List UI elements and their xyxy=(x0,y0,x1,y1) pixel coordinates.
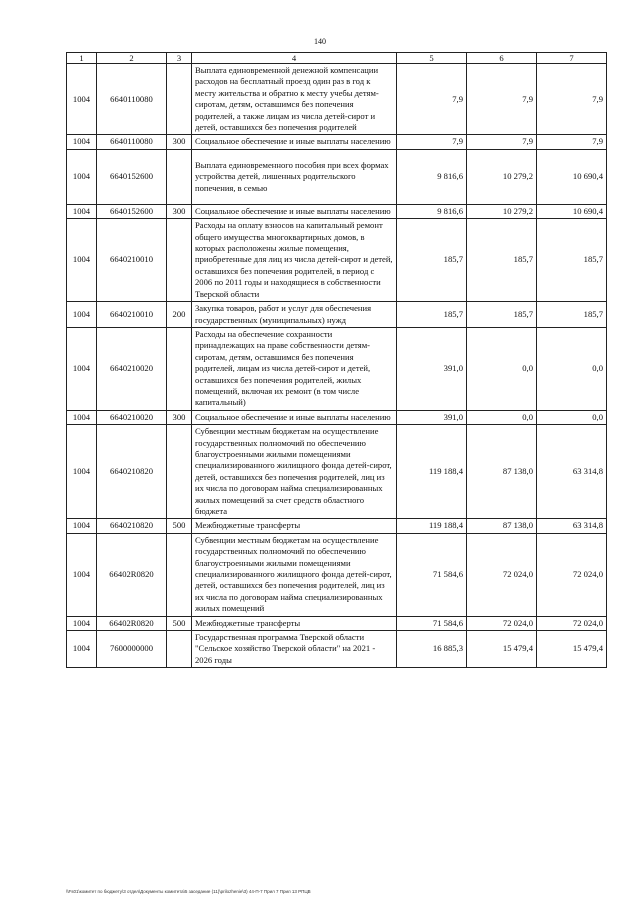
page-number: 140 xyxy=(314,37,326,46)
amount-2021-cell: 185,7 xyxy=(397,302,467,328)
target-code-cell: 6640210820 xyxy=(97,519,167,533)
table-row xyxy=(67,204,607,218)
section-cell: 1004 xyxy=(67,616,97,630)
expense-type-cell xyxy=(167,219,192,302)
amount-2022-cell: 72 024,0 xyxy=(467,533,537,616)
target-code-cell: 6640210020 xyxy=(97,410,167,424)
expense-type-cell: 200 xyxy=(167,302,192,328)
amount-2021-cell: 7,9 xyxy=(397,64,467,135)
amount-2022-cell: 185,7 xyxy=(467,219,537,302)
name-cell: Межбюджетные трансферты xyxy=(192,519,397,533)
expense-type-cell xyxy=(167,149,192,204)
name-cell: Межбюджетные трансферты xyxy=(192,616,397,630)
amount-2022-cell: 15 479,4 xyxy=(467,631,537,668)
header-col-3: 3 xyxy=(167,53,192,64)
table-row xyxy=(67,302,607,328)
header-col-5: 5 xyxy=(397,53,467,64)
name-cell: Выплата единовременной денежной компенсации расходов на бесплатный проезд один раз в год к месту жительства и обратно к месту учебы детям-сиротам, детям, оставшимся без попечения родителей, а также лицам из числа детей-сирот и детей, оставшихся без попечения родителей xyxy=(192,64,397,135)
section-cell: 1004 xyxy=(67,302,97,328)
amount-2021-cell: 9 816,6 xyxy=(397,204,467,218)
target-code-cell: 6640210010 xyxy=(97,302,167,328)
amount-2023-cell: 72 024,0 xyxy=(537,616,607,630)
table-header-row xyxy=(67,53,607,64)
amount-2022-cell: 7,9 xyxy=(467,135,537,149)
target-code-cell: 6640152600 xyxy=(97,204,167,218)
name-cell: Социальное обеспечение и иные выплаты населению xyxy=(192,204,397,218)
expense-type-cell: 300 xyxy=(167,410,192,424)
name-cell: Субвенции местным бюджетам на осуществление государственных полномочий по обеспечению благоустроенными жилыми помещениями специализированного жилищного фонда детей-сирот, детей, оставшихся без попечения родителей, лиц из их числа по договорам найма специализированных жилых помещений xyxy=(192,533,397,616)
table-row xyxy=(67,410,607,424)
header-col-1: 1 xyxy=(67,53,97,64)
expense-type-cell xyxy=(167,631,192,668)
table-row xyxy=(67,519,607,533)
target-code-cell: 6640110080 xyxy=(97,64,167,135)
expense-type-cell xyxy=(167,533,192,616)
amount-2021-cell: 71 584,6 xyxy=(397,533,467,616)
header-col-4: 4 xyxy=(192,53,397,64)
table-row xyxy=(67,631,607,668)
amount-2022-cell: 0,0 xyxy=(467,410,537,424)
header-col-6: 6 xyxy=(467,53,537,64)
amount-2022-cell: 0,0 xyxy=(467,327,537,410)
expense-type-cell: 300 xyxy=(167,135,192,149)
target-code-cell: 7600000000 xyxy=(97,631,167,668)
name-cell: Социальное обеспечение и иные выплаты населению xyxy=(192,135,397,149)
target-code-cell: 6640152600 xyxy=(97,149,167,204)
name-cell: Выплата единовременного пособия при всех формах устройства детей, лишенных родительского попечения, в семью xyxy=(192,149,397,204)
section-cell: 1004 xyxy=(67,519,97,533)
amount-2021-cell: 7,9 xyxy=(397,135,467,149)
table-row xyxy=(67,219,607,302)
expense-type-cell xyxy=(167,64,192,135)
amount-2022-cell: 10 279,2 xyxy=(467,204,537,218)
section-cell: 1004 xyxy=(67,327,97,410)
amount-2023-cell: 7,9 xyxy=(537,135,607,149)
table-row xyxy=(67,149,607,204)
amount-2022-cell: 87 138,0 xyxy=(467,425,537,519)
amount-2022-cell: 7,9 xyxy=(467,64,537,135)
amount-2023-cell: 10 690,4 xyxy=(537,204,607,218)
table-row xyxy=(67,616,607,630)
expense-type-cell: 500 xyxy=(167,519,192,533)
expense-type-cell: 300 xyxy=(167,204,192,218)
target-code-cell: 6640210010 xyxy=(97,219,167,302)
name-cell: Расходы на обеспечение сохранности принадлежащих на праве собственности детям-сиротам, детям, оставшимся без попечения родителей, лицам из числа детей-сирот и детей, оставшихся без попечения родителей, жилых помещений, включая их ремонт (в том числе капитальный) xyxy=(192,327,397,410)
amount-2022-cell: 185,7 xyxy=(467,302,537,328)
amount-2021-cell: 391,0 xyxy=(397,410,467,424)
name-cell: Социальное обеспечение и иные выплаты населению xyxy=(192,410,397,424)
amount-2021-cell: 9 816,6 xyxy=(397,149,467,204)
budget-table xyxy=(66,52,607,668)
amount-2021-cell: 119 188,4 xyxy=(397,425,467,519)
amount-2021-cell: 71 584,6 xyxy=(397,616,467,630)
target-code-cell: 6640210020 xyxy=(97,327,167,410)
section-cell: 1004 xyxy=(67,410,97,424)
name-cell: Расходы на оплату взносов на капитальный ремонт общего имущества многоквартирных домов, в которых расположены жилые помещения, приобретенные для лиц из числа детей-сирот и детей, оставшихся без попечения родителей, в период с 2006 по 2011 годы и находящиеся в собственности Тверской области xyxy=(192,219,397,302)
name-cell: Закупка товаров, работ и услуг для обеспечения государственных (муниципальных) нужд xyxy=(192,302,397,328)
amount-2023-cell: 10 690,4 xyxy=(537,149,607,204)
header-col-2: 2 xyxy=(97,53,167,64)
file-path-footer: \\Fs01\комитет по бюджету\3 отдел\Документы комитета\5 заседание (11)\prilozhenie\3) 44-П-7 Прил 7 Прил 13 РПЦВ xyxy=(66,889,311,894)
amount-2023-cell: 185,7 xyxy=(537,302,607,328)
amount-2023-cell: 0,0 xyxy=(537,327,607,410)
section-cell: 1004 xyxy=(67,204,97,218)
amount-2023-cell: 15 479,4 xyxy=(537,631,607,668)
table-row xyxy=(67,64,607,135)
amount-2023-cell: 63 314,8 xyxy=(537,519,607,533)
amount-2023-cell: 0,0 xyxy=(537,410,607,424)
table-row xyxy=(67,327,607,410)
table-row xyxy=(67,425,607,519)
header-col-7: 7 xyxy=(537,53,607,64)
expense-type-cell xyxy=(167,327,192,410)
table-row xyxy=(67,533,607,616)
amount-2021-cell: 185,7 xyxy=(397,219,467,302)
amount-2021-cell: 16 885,3 xyxy=(397,631,467,668)
amount-2023-cell: 7,9 xyxy=(537,64,607,135)
section-cell: 1004 xyxy=(67,631,97,668)
amount-2022-cell: 87 138,0 xyxy=(467,519,537,533)
amount-2022-cell: 10 279,2 xyxy=(467,149,537,204)
amount-2023-cell: 185,7 xyxy=(537,219,607,302)
expense-type-cell: 500 xyxy=(167,616,192,630)
name-cell: Государственная программа Тверской области "Сельское хозяйство Тверской области" на 2021 - 2026 годы xyxy=(192,631,397,668)
section-cell: 1004 xyxy=(67,64,97,135)
amount-2023-cell: 72 024,0 xyxy=(537,533,607,616)
section-cell: 1004 xyxy=(67,135,97,149)
amount-2021-cell: 119 188,4 xyxy=(397,519,467,533)
target-code-cell: 66402R0820 xyxy=(97,533,167,616)
target-code-cell: 6640110080 xyxy=(97,135,167,149)
section-cell: 1004 xyxy=(67,425,97,519)
target-code-cell: 66402R0820 xyxy=(97,616,167,630)
section-cell: 1004 xyxy=(67,219,97,302)
name-cell: Субвенции местным бюджетам на осуществление государственных полномочий по обеспечению благоустроенными жилыми помещениями специализированного жилищного фонда детей-сирот, детей, оставшихся без попечения родителей, лиц из их числа по договорам найма специализированных жилых помещений за счет средств областного бюджета xyxy=(192,425,397,519)
expense-type-cell xyxy=(167,425,192,519)
amount-2022-cell: 72 024,0 xyxy=(467,616,537,630)
section-cell: 1004 xyxy=(67,533,97,616)
amount-2021-cell: 391,0 xyxy=(397,327,467,410)
section-cell: 1004 xyxy=(67,149,97,204)
table-row xyxy=(67,135,607,149)
target-code-cell: 6640210820 xyxy=(97,425,167,519)
amount-2023-cell: 63 314,8 xyxy=(537,425,607,519)
